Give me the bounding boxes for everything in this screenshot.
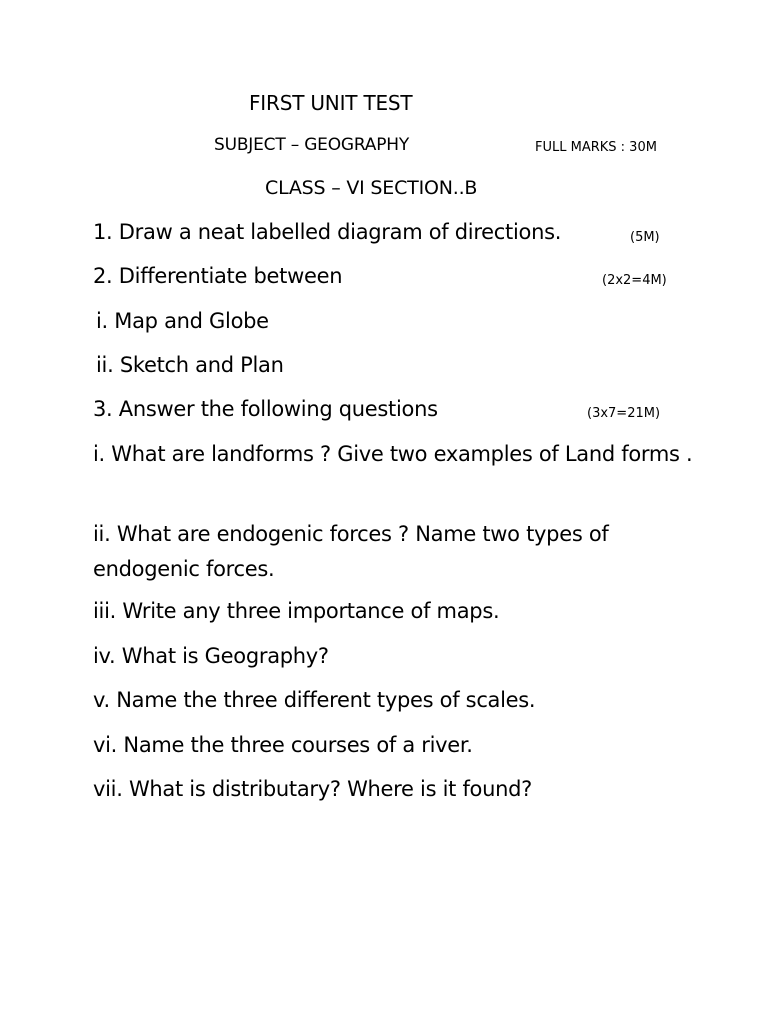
question-2-part-ii: ii. Sketch and Plan <box>96 353 284 377</box>
subject-label: SUBJECT – GEOGRAPHY <box>214 135 410 155</box>
class-section-label: CLASS – VI SECTION..B <box>265 177 478 199</box>
question-3-part-ii: ii. What are endogenic forces ? Name two types of endogenic forces. <box>93 522 609 581</box>
question-3-part-i: i. What are landforms ? Give two examples of Land forms . <box>93 442 693 466</box>
question-3-part-iii: iii. Write any three importance of maps. <box>93 599 500 623</box>
full-marks-label: FULL MARKS : 30M <box>535 140 657 155</box>
question-1-marks: (5M) <box>630 230 660 245</box>
paper-title: FIRST UNIT TEST <box>249 91 413 115</box>
question-3-marks: (3x7=21M) <box>587 406 661 421</box>
question-3-part-iv: iv. What is Geography? <box>93 644 329 668</box>
question-1: 1. Draw a neat labelled diagram of directions. <box>93 220 562 244</box>
question-2-marks: (2x2=4M) <box>602 273 667 288</box>
question-3-part-v: v. Name the three different types of scales. <box>93 688 536 712</box>
question-2: 2. Differentiate between <box>93 264 343 288</box>
question-3-part-vi: vi. Name the three courses of a river. <box>93 733 473 757</box>
question-3: 3. Answer the following questions <box>93 397 438 421</box>
question-3-part-vii: vii. What is distributary? Where is it found? <box>93 777 532 801</box>
question-2-part-i: i. Map and Globe <box>96 309 269 333</box>
